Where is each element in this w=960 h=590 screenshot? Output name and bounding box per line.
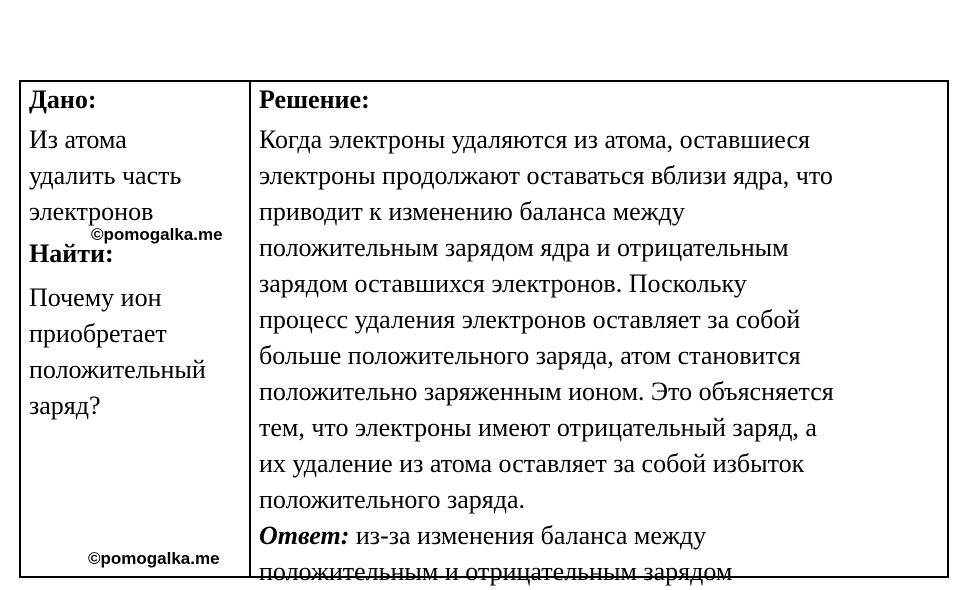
solution-line: положительного заряда. (259, 485, 525, 514)
task-table (19, 80, 949, 586)
answer-label: Ответ: (259, 521, 350, 550)
solution-line: приводит к изменению баланса между (259, 197, 685, 226)
find-line: Почему ион (29, 283, 162, 312)
solution-line: процесс удаления электронов оставляет за собой (259, 305, 801, 334)
column-divider (249, 82, 251, 576)
find-line: положительный (29, 355, 206, 384)
solution-line: Когда электроны удаляются из атома, оставшиеся (259, 125, 810, 154)
solution-line: их удаление из атома оставляет за собой избыток (259, 449, 805, 478)
given-line: Из атома (29, 125, 127, 154)
solution-text (259, 122, 834, 590)
solution-line: положительно заряженным ионом. Это объясняется (259, 377, 834, 406)
watermark-top: ©pomogalka.me (91, 225, 223, 244)
solution-line: зарядом оставшихся электронов. Поскольку (259, 269, 747, 298)
solution-line: тем, что электроны имеют отрицательный заряд, а (259, 413, 817, 442)
find-line: заряд? (29, 391, 101, 420)
given-text (29, 122, 181, 230)
watermark-bottom: ©pomogalka.me (88, 549, 220, 568)
solution-heading: Решение: (259, 85, 370, 114)
solution-line: электроны продолжают оставаться вблизи ядра, что (259, 161, 833, 190)
find-heading: Найти: (29, 239, 114, 268)
find-line: приобретает (29, 319, 167, 348)
solution-line: положительным зарядом ядра и отрицательным (259, 233, 789, 262)
solution-line: больше положительного заряда, атом становится (259, 341, 801, 370)
given-heading: Дано: (29, 85, 97, 114)
find-text (29, 280, 206, 424)
given-line: удалить часть (29, 161, 182, 190)
answer-line (259, 518, 834, 554)
given-line: электронов (29, 197, 154, 226)
answer-line: положительным и отрицательным зарядом (259, 557, 733, 586)
answer-text: из-за изменения баланса между (349, 521, 707, 550)
